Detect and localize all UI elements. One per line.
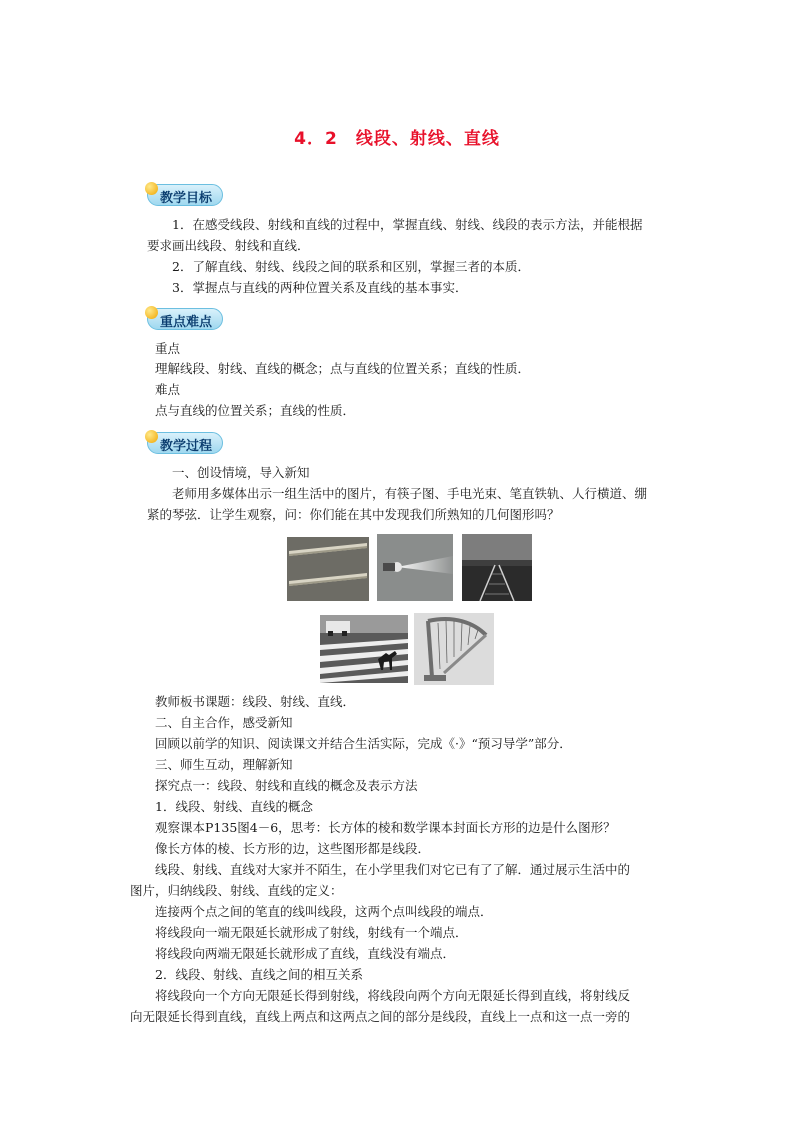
- paragraph-line: 1．线段、射线、直线的概念: [130, 799, 313, 814]
- paragraph-line: 将线段向一端无限延长就形成了射线，射线有一个端点．: [130, 925, 468, 940]
- bullet-ball-icon: [145, 306, 158, 319]
- chopsticks-image: [287, 537, 369, 601]
- flashlight-drawing: [377, 534, 453, 601]
- paragraph-line: 2．线段、射线、直线之间的相互关系: [130, 967, 363, 982]
- paragraph-line: 探究点一：线段、射线和直线的概念及表示方法: [130, 778, 418, 793]
- paragraph-line: 老师用多媒体出示一组生活中的图片，有筷子图、手电光束、笔直铁轨、人行横道、绷: [147, 486, 648, 501]
- page-title: 4．2 线段、射线、直线: [294, 129, 500, 149]
- paragraph-line: 图片，归纳线段、射线、直线的定义：: [130, 883, 343, 898]
- section-tag-label: 教学目标: [160, 191, 213, 206]
- bullet-ball-icon: [145, 182, 158, 195]
- section-tag-objectives: [147, 184, 223, 206]
- paragraph-line: 将线段向两端无限延长就形成了直线，直线没有端点．: [130, 946, 456, 961]
- paragraph-line: 2．了解直线、射线、线段之间的联系和区别，掌握三者的本质．: [147, 259, 530, 274]
- railway-image: [462, 534, 532, 601]
- paragraph-line: 向无限延长得到直线，直线上两点和这两点之间的部分是线段，直线上一点和这一点一旁的: [130, 1009, 631, 1024]
- paragraph-line: 要求画出线段、射线和直线．: [147, 238, 310, 253]
- chopsticks-drawing: [287, 537, 369, 601]
- paragraph-line: 线段、射线、直线对大家并不陌生，在小学里我们对它已有了了解．通过展示生活中的: [130, 862, 631, 877]
- bullet-ball-icon: [145, 430, 158, 443]
- paragraph-line: 紧的琴弦．让学生观察，问：你们能在其中发现我们所熟知的几何图形吗？: [147, 507, 560, 522]
- railway-drawing: [462, 534, 532, 601]
- paragraph-line: 像长方体的棱、长方形的边，这些图形都是线段．: [130, 841, 431, 856]
- section-tag-label: 教学过程: [160, 439, 213, 454]
- paragraph-line: 回顾以前学的知识、阅读课文并结合生活实际，完成《·》“预习导学”部分．: [130, 736, 572, 751]
- paragraph-line: 1．在感受线段、射线和直线的过程中，掌握直线、射线、线段的表示方法，并能根据: [147, 217, 643, 232]
- paragraph-line: 二、自主合作，感受新知: [130, 715, 293, 730]
- paragraph-line: 观察课本P135图4－6，思考：长方体的棱和数学课本封面长方形的边是什么图形？: [130, 820, 616, 835]
- section-tag-key-points: [147, 308, 223, 330]
- section-tag-label: 重点难点: [160, 315, 213, 330]
- harp-drawing: [414, 613, 494, 685]
- paragraph-line: 难点: [130, 382, 181, 397]
- crosswalk-drawing: [320, 615, 408, 683]
- paragraph-line: 三、师生互动，理解新知: [130, 757, 293, 772]
- paragraph-line: 3．掌握点与直线的两种位置关系及直线的基本事实．: [147, 280, 468, 295]
- harp-image: [414, 613, 494, 685]
- paragraph-line: 连接两个点之间的笔直的线叫线段，这两个点叫线段的端点．: [130, 904, 493, 919]
- paragraph-line: 将线段向一个方向无限延长得到射线，将线段向两个方向无限延长得到直线，将射线反: [130, 988, 631, 1003]
- paragraph-line: 理解线段、射线、直线的概念；点与直线的位置关系；直线的性质．: [130, 361, 531, 376]
- paragraph-line: 教师板书课题：线段、射线、直线．: [130, 694, 356, 709]
- paragraph-line: 一、创设情境，导入新知: [147, 465, 310, 480]
- section-tag-process: [147, 432, 223, 454]
- paragraph-line: 重点: [130, 341, 181, 356]
- flashlight-beam-image: [377, 534, 453, 601]
- paragraph-line: 点与直线的位置关系；直线的性质．: [130, 403, 356, 418]
- crosswalk-image: [320, 615, 408, 683]
